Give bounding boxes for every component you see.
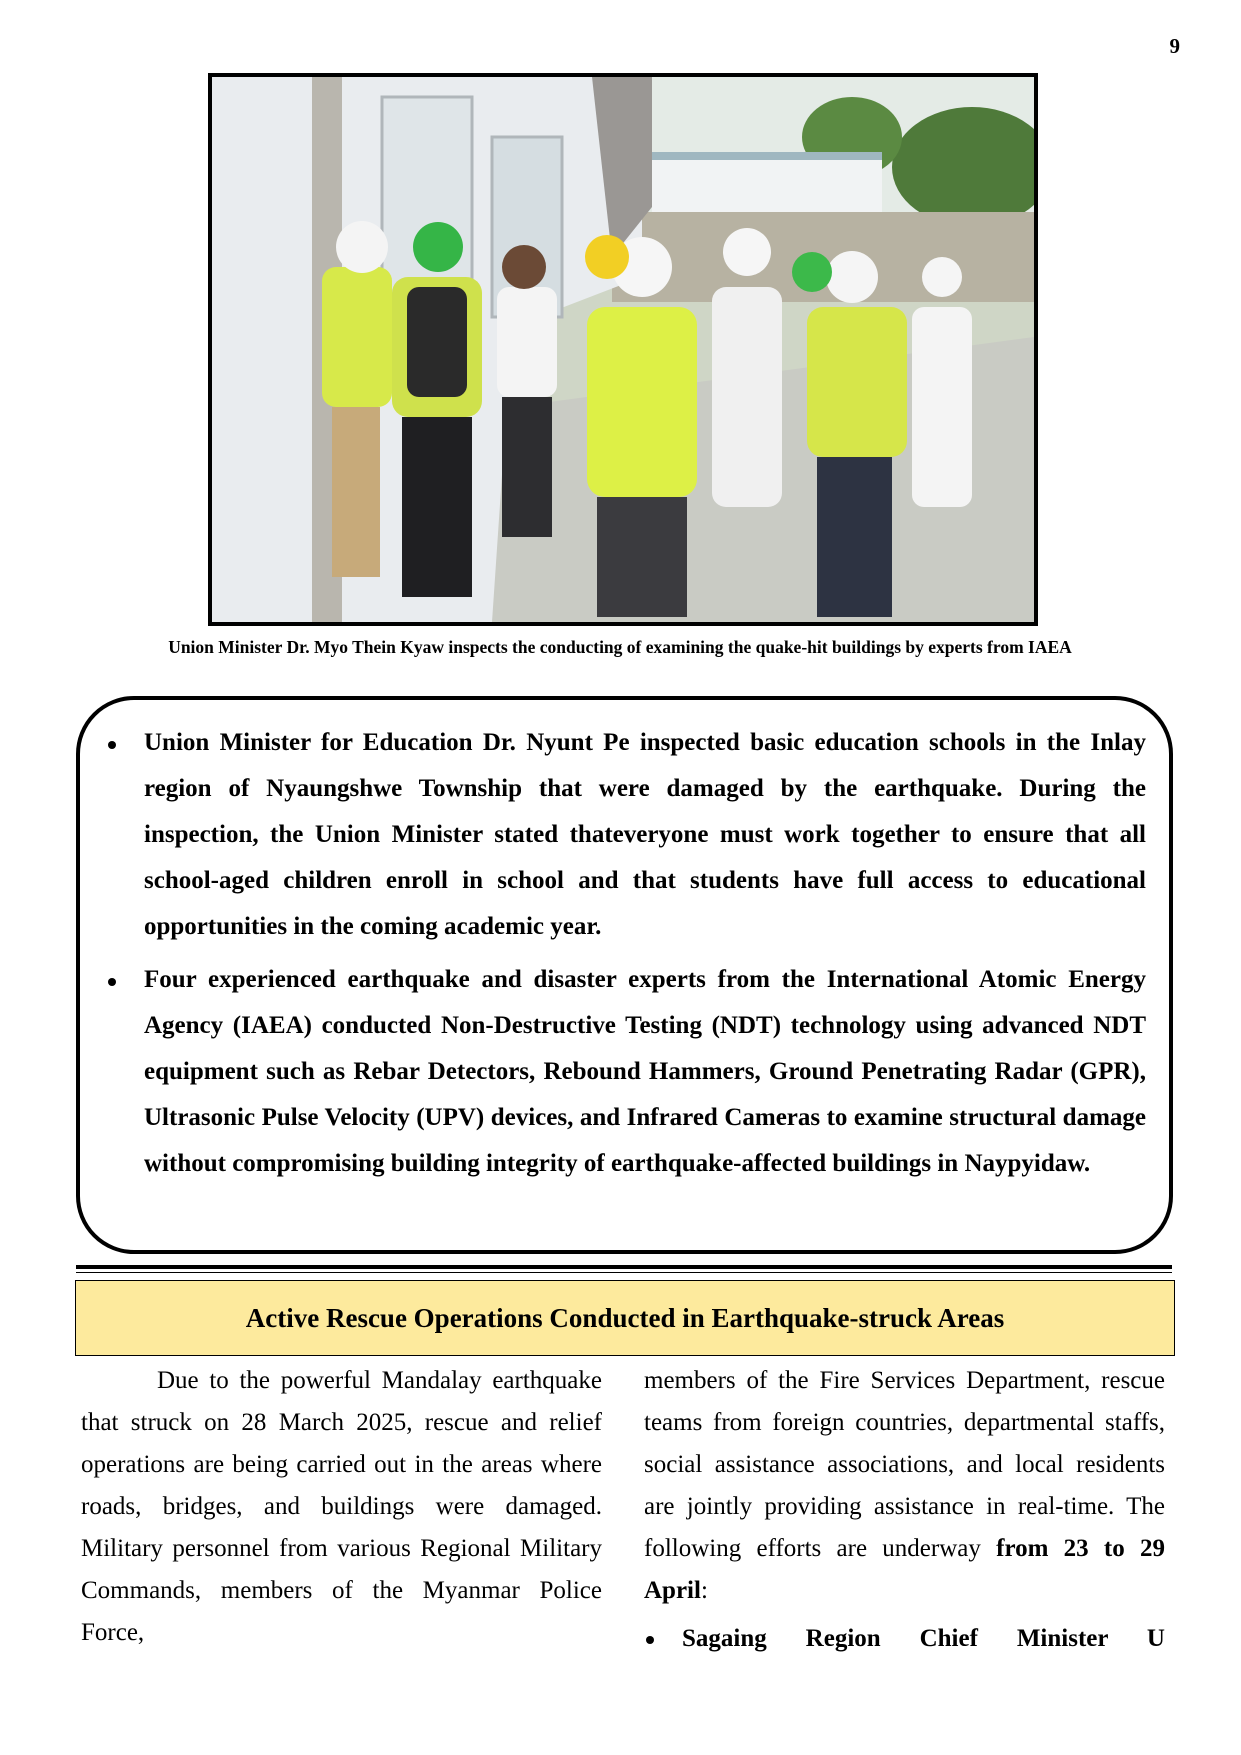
section-divider bbox=[76, 1265, 1172, 1269]
highlight-item bbox=[106, 957, 1146, 1187]
highlight-text: Four experienced earthquake and disaster experts from the International Atomic Energy Agency (IAEA) conducted Non-Destructive Testing (NDT) technology using advanced NDT equipment such as Rebar Detectors, Rebound Hammers, Ground Penetrating Radar (GPR), Ultrasonic Pulse Velocity (UPV) devices, and Infrared Cameras to examine structural damage without compromising building integrity of earthquake-affected buildings in Naypyidaw. bbox=[144, 966, 1146, 1177]
article-paragraph-continued bbox=[644, 1360, 1165, 1612]
paragraph-text: members of the Fire Services Department, rescue teams from foreign countries, departmental staffs, social assistance associations, and local residents are jointly providing assistance in real-time. The following efforts are underway bbox=[644, 1367, 1165, 1562]
section-divider-thin bbox=[76, 1272, 1172, 1273]
article-bullet bbox=[644, 1618, 1165, 1660]
inspection-photo bbox=[212, 77, 1034, 622]
bullet-icon bbox=[646, 1636, 654, 1644]
page-number: 9 bbox=[1169, 34, 1180, 58]
photo-caption: Union Minister Dr. Myo Thein Kyaw inspects the conducting of examining the quake-hit buildings by experts from IAEA bbox=[168, 637, 1072, 657]
section-heading: Active Rescue Operations Conducted in Earthquake-struck Areas bbox=[75, 1280, 1175, 1356]
bullet-icon bbox=[108, 741, 116, 749]
highlights-list bbox=[106, 720, 1146, 1194]
article-column-left bbox=[81, 1360, 602, 1654]
highlight-item bbox=[106, 720, 1146, 950]
paragraph-punctuation: : bbox=[700, 1577, 708, 1604]
article-column-right bbox=[644, 1360, 1165, 1660]
date-range: from 23 to 29 April bbox=[644, 1535, 1166, 1604]
news-photo bbox=[208, 73, 1038, 626]
bullet-icon bbox=[108, 978, 116, 986]
article-bullet-text: Sagaing Region Chief Minister U bbox=[682, 1625, 1165, 1652]
article-paragraph: Due to the powerful Mandalay earthquake that struck on 28 March 2025, rescue and relief operations are being carried out in the areas where roads, bridges, and buildings were damaged. Military personnel from various Regional Military Commands, members of the Myanmar Police Force, bbox=[81, 1367, 602, 1646]
highlight-text: Union Minister for Education Dr. Nyunt Pe inspected basic education schools in the Inlay region of Nyaungshwe Township that were damaged by the earthquake. During the inspection, the Union Minister stated thateveryone must work together to ensure that all school-aged children enroll in school and that students have full access to educational opportunities in the coming academic year. bbox=[144, 729, 1146, 940]
